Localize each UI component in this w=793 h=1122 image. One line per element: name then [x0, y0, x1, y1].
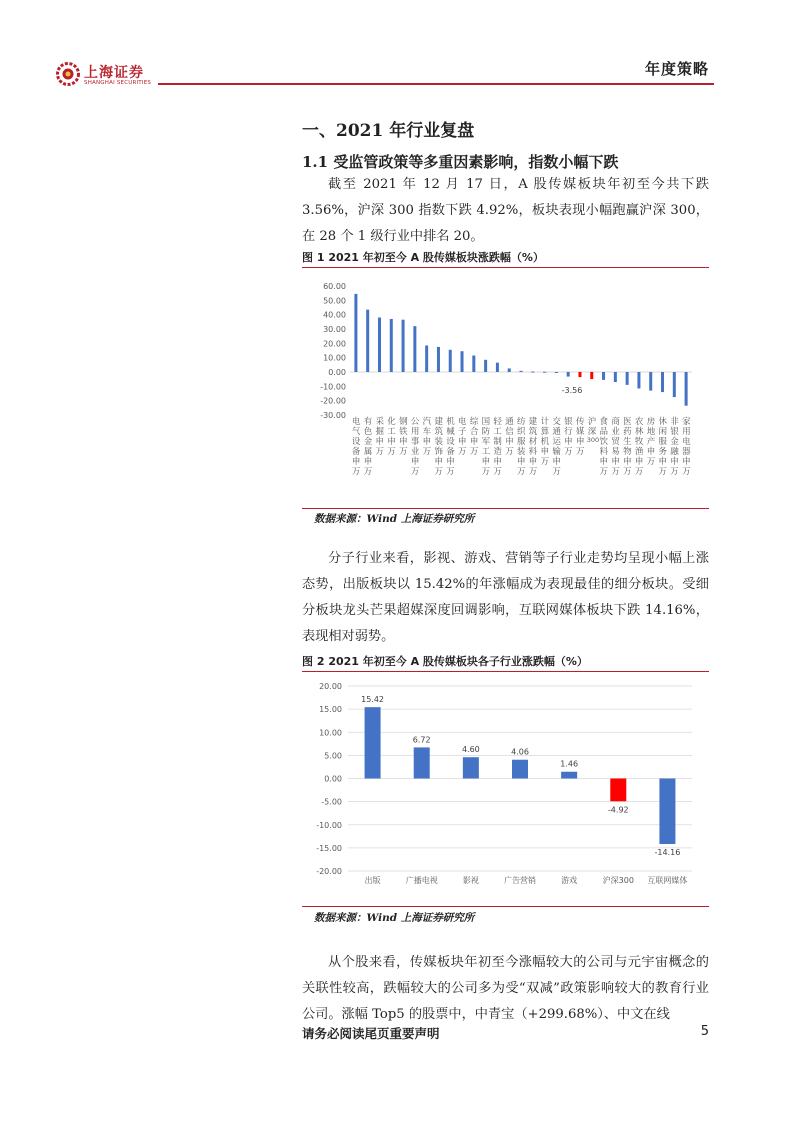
y-tick-label: 0.00: [328, 368, 346, 377]
bar: [414, 747, 430, 778]
bar: [590, 372, 593, 379]
bar: [354, 294, 357, 372]
bar: [673, 372, 676, 397]
x-tick-label: 电气设备申万: [351, 417, 361, 477]
bar: [413, 326, 416, 372]
y-tick-label: 30.00: [323, 325, 346, 334]
bar: [472, 356, 475, 372]
data-label: 1.46: [560, 759, 579, 769]
doc-type-title: 年度策略: [644, 60, 709, 78]
data-label: -4.92: [607, 805, 629, 815]
logo-subtext: SHANGHAI SECURITIES: [84, 80, 152, 86]
bar: [496, 363, 499, 372]
logo-text: 上海证券: [84, 65, 144, 81]
x-tick-label: 计算机申万: [540, 417, 550, 467]
x-tick-label: 有色金属申万: [363, 417, 373, 477]
x-tick-label: 传媒申万: [575, 417, 585, 457]
y-tick-label: 20.00: [319, 682, 342, 691]
x-tick-label: 综合申万: [469, 417, 479, 457]
footer-notice: 请务必阅读尾页重要声明: [302, 1026, 440, 1041]
figure-2-top-rule: [302, 671, 709, 672]
x-tick-label: 建筑装饰申万: [434, 417, 443, 477]
x-tick-label: 采掘申万: [375, 417, 384, 457]
bar: [425, 345, 428, 372]
y-tick-label: -20.00: [320, 396, 346, 406]
bar: [484, 360, 487, 372]
bar: [626, 372, 629, 385]
x-tick-label: 汽车申万: [422, 417, 432, 457]
y-tick-label: 10.00: [319, 728, 342, 738]
x-tick-label: 交通运输申万: [552, 417, 561, 477]
x-tick-label: 通信申万: [505, 417, 514, 457]
paragraph-3: 从个股来看，传媒板块年初至今涨幅较大的公司与元宇宙概念的关联性较高，跌幅较大的公司多为受“双减”政策影响较大的教育行业公司。涨幅 Top5 的股票中，中青宝（+299.68%）、中文在线: [302, 955, 709, 1022]
x-tick-label: 化工申万: [387, 417, 396, 457]
bar: [449, 350, 452, 372]
figure-2-chart: [302, 676, 709, 894]
bar: [685, 372, 688, 406]
bar: [531, 372, 534, 373]
x-tick-label: 出版: [364, 876, 381, 885]
bar: [512, 760, 528, 779]
x-tick-label: 广告营销: [504, 876, 536, 885]
x-tick-label: 家用电器申万: [682, 417, 691, 477]
x-tick-label: 非银金融申万: [670, 417, 679, 477]
y-tick-label: 50.00: [323, 296, 346, 306]
figure-1-chart: [302, 272, 709, 494]
figure-1-top-rule: [302, 267, 709, 268]
y-tick-label: 60.00: [323, 282, 346, 291]
bar: [561, 772, 577, 779]
y-tick-label: 10.00: [323, 353, 346, 363]
bar: [508, 368, 511, 372]
x-tick-label: 沪深300: [602, 876, 634, 885]
logo-emblem-icon: [56, 62, 80, 86]
figure-2-source: 数据来源：Wind 上海证券研究所: [314, 912, 475, 924]
x-tick-label: 机械设备申万: [446, 417, 455, 477]
x-tick-label: 建筑材料申万: [528, 417, 538, 477]
paragraph-2: 分子行业来看，影视、游戏、营销等子行业走势均呈现小幅上涨态势，出版板块以 15.42%的年涨幅成为表现最佳的细分板块。受细分板块龙头芒果超媒深度回调影响，互联网媒体板块下跌 14.16%，表现相对弱势。: [302, 551, 709, 644]
figure-2-title: 图 2 2021 年初至今 A 股传媒板块各子行业涨跌幅（%）: [302, 655, 588, 668]
page-number: 5: [700, 1024, 709, 1039]
y-tick-label: 20.00: [323, 339, 346, 349]
data-label: 4.60: [461, 745, 480, 755]
figure-1-title: 图 1 2021 年初至今 A 股传媒板块涨跌幅（%）: [302, 251, 544, 264]
bar: [555, 372, 558, 373]
x-tick-label: 食品饮料申万: [599, 417, 609, 477]
header-divider: [158, 83, 714, 85]
figure-1-bottom-rule: [302, 508, 709, 509]
bar: [610, 779, 626, 802]
data-label: 6.72: [412, 735, 431, 745]
bar: [614, 372, 617, 382]
x-tick-label: 农林牧渔申万: [634, 417, 644, 477]
bar: [366, 310, 369, 372]
bar: [390, 319, 393, 372]
y-tick-label: 5.00: [324, 751, 342, 761]
y-tick-label: 40.00: [323, 310, 346, 320]
y-tick-label: -10.00: [320, 382, 346, 392]
bar: [461, 351, 464, 372]
y-tick-label: -20.00: [316, 867, 342, 876]
bar: [661, 372, 664, 392]
y-tick-label: -5.00: [321, 797, 342, 807]
x-tick-label: 轻工制造申万: [493, 417, 502, 477]
bar: [437, 347, 440, 372]
figure-2-bottom-rule: [302, 906, 709, 907]
figure-1-source: 数据来源：Wind 上海证券研究所: [314, 513, 475, 525]
data-label: 4.06: [511, 747, 529, 757]
x-tick-label: 国防军工申万: [481, 417, 491, 477]
y-tick-label: 0.00: [324, 774, 342, 784]
paragraph-1: 截至 2021 年 12 月 17 日，A 股传媒板块年初至今共下跌 3.56%，沪深 300 指数下跌 4.92%，板块表现小幅跑赢沪深 300，在 28 个 1 级行业中排名 20。: [302, 177, 709, 244]
bar: [378, 318, 381, 372]
x-tick-label: 商业贸易申万: [611, 417, 620, 477]
x-tick-label: 银行申万: [564, 417, 573, 457]
x-tick-label: 电子申万: [458, 417, 467, 457]
x-tick-label: 互联网媒体: [647, 876, 688, 885]
section-title: 一、2021 年行业复盘: [302, 121, 475, 141]
data-label: 15.42: [361, 695, 385, 705]
bar: [637, 372, 640, 388]
x-tick-label: 沪深 300: [586, 417, 600, 444]
bar: [520, 371, 523, 372]
bar: [543, 372, 546, 373]
bar: [659, 779, 675, 844]
bar: [463, 757, 479, 778]
x-tick-label: 游戏: [561, 876, 578, 885]
x-tick-label: 钢铁申万: [399, 417, 408, 457]
bar: [602, 372, 605, 380]
x-tick-label: 纺织服装申万: [517, 417, 526, 477]
x-tick-label: 医药生物申万: [623, 417, 632, 477]
y-tick-label: 15.00: [319, 705, 342, 715]
y-tick-label: -10.00: [316, 820, 342, 830]
x-tick-label: 影视: [462, 876, 479, 885]
bar: [402, 320, 405, 372]
bar: [649, 372, 652, 391]
bar: [578, 372, 581, 377]
bar: [567, 372, 570, 377]
x-tick-label: 休闲服务申万: [658, 417, 668, 477]
y-tick-label: -30.00: [320, 411, 346, 420]
bar: [365, 707, 381, 778]
subsection-title: 1.1 受监管政策等多重因素影响，指数小幅下跌: [302, 153, 619, 171]
x-tick-label: 公用事业申万: [410, 417, 420, 477]
y-tick-label: -15.00: [316, 843, 342, 853]
x-tick-label: 广播电视: [405, 876, 438, 885]
data-label: -3.56: [561, 386, 583, 396]
data-label: -14.16: [654, 847, 681, 857]
x-tick-label: 房地产申万: [646, 417, 656, 467]
